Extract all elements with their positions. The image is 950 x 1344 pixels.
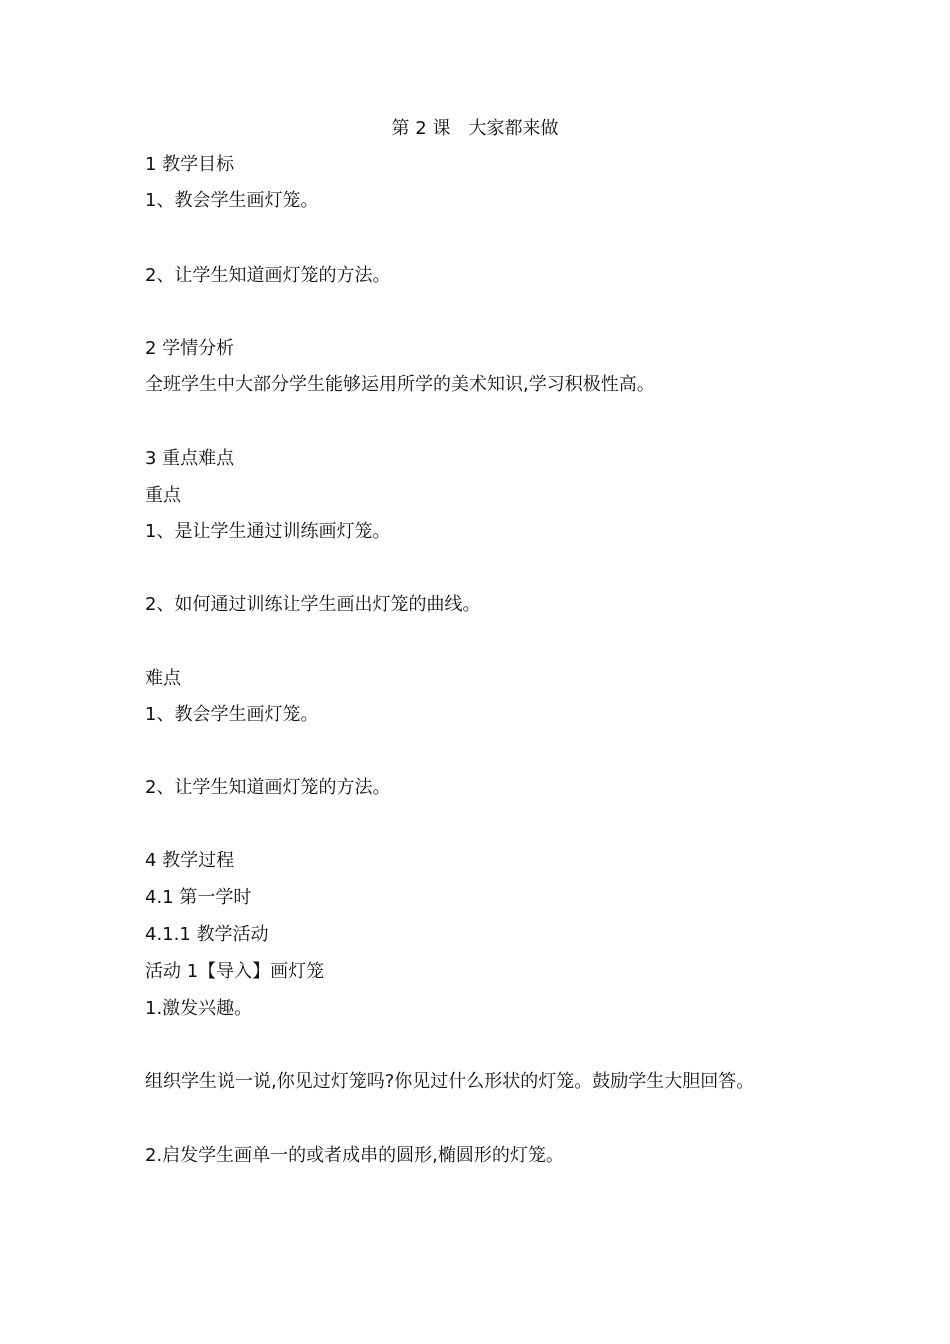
paragraph: 1、教会学生画灯笼。 — [145, 704, 319, 725]
section-heading: 4 教学过程 — [145, 850, 235, 871]
paragraph: 1、是让学生通过训练画灯笼。 — [145, 521, 391, 542]
subheading: 重点 — [145, 485, 181, 506]
paragraph: 2、让学生知道画灯笼的方法。 — [145, 777, 391, 798]
section-heading: 3 重点难点 — [145, 448, 235, 469]
paragraph: 1、教会学生画灯笼。 — [145, 190, 319, 211]
subsection-heading: 4.1.1 教学活动 — [145, 924, 269, 945]
section-heading: 2 学情分析 — [145, 338, 235, 359]
paragraph: 1.激发兴趣。 — [145, 998, 253, 1019]
paragraph: 组织学生说一说,你见过灯笼吗?你见过什么形状的灯笼。鼓励学生大胆回答。 — [145, 1071, 755, 1092]
subheading: 难点 — [145, 668, 181, 689]
section-heading: 1 教学目标 — [145, 154, 235, 175]
activity-heading: 活动 1【导入】画灯笼 — [145, 961, 325, 982]
subsection-heading: 4.1 第一学时 — [145, 887, 252, 908]
page-title: 第 2 课 大家都来做 — [391, 118, 559, 139]
paragraph: 2.启发学生画单一的或者成串的圆形,椭圆形的灯笼。 — [145, 1145, 564, 1166]
paragraph: 2、让学生知道画灯笼的方法。 — [145, 265, 391, 286]
paragraph: 2、如何通过训练让学生画出灯笼的曲线。 — [145, 594, 481, 615]
paragraph: 全班学生中大部分学生能够运用所学的美术知识,学习积极性高。 — [145, 374, 655, 395]
